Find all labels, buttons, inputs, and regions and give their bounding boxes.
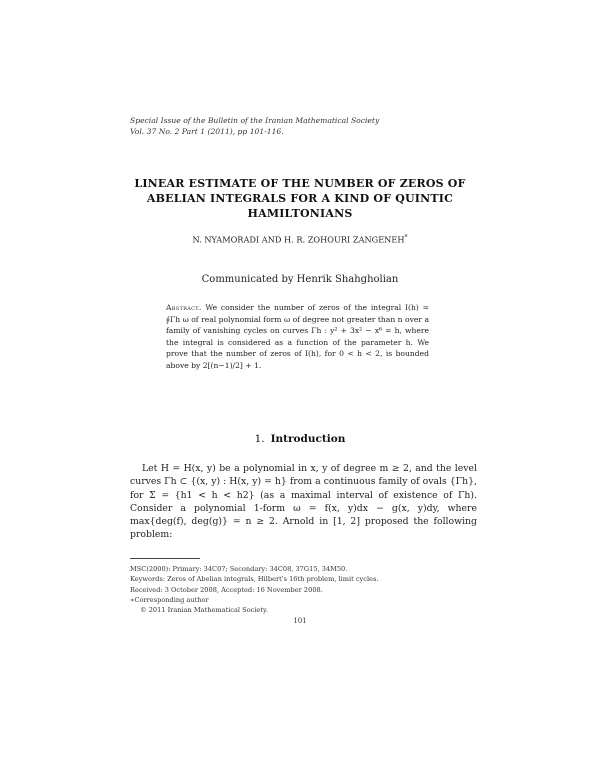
corresponding-mark: * [404,234,408,241]
journal-volume: Vol. 37 No. 2 Part 1 (2011), pp 101-116. [130,127,284,136]
section-name: Introduction [270,433,346,445]
journal-header [130,115,490,137]
communicated-by: Communicated by Henrik Shahgholian [201,274,399,285]
footnote-copyright: © 2011 Iranian Mathematical Society. [140,606,268,615]
section-number: 1. [254,433,265,445]
footnote-msc: MSC(2000): Primary: 34C07; Secondary: 34C08, 37G15, 34M50. [130,565,348,573]
page-number: 101 [293,617,307,625]
abstract [166,302,429,371]
footnotes [130,564,477,615]
authors [120,234,480,245]
author-names: N. NYAMORADI AND H. R. ZOHOURI ZANGENEH [192,234,405,245]
abstract-text: We consider the number of zeros of the integral I(h) = ∮Γh ω of real polynomial form ω of degree not greater than n over a family of vanishing cycles on curves Γh : y² + 3x² − x⁶ = h, where the integral is considered as a function of the parameter h. We prove that the number of zeros of I(h), for 0 < h < 2, is bounded above by 2[(n−1)/2] + 1. [166,303,429,370]
abstract-label: Abstract. [166,303,202,312]
footnote-corresponding: ∗Corresponding author [130,595,209,604]
paper-title: LINEAR ESTIMATE OF THE NUMBER OF ZEROS OF ABELIAN INTEGRALS FOR A KIND OF QUINTIC HAMILTONIANS [134,177,466,220]
intro-paragraph: Let H = H(x, y) be a polynomial in x, y of degree m ≥ 2, and the level curves Γh ⊂ {(x, y) : H(x, y) = h} from a continuous family of ovals {Γh}, for Σ = {h1 < h < h2} (as a maximal interval of existence of Γh). Consider a polynomial 1-form ω = f(x, y)dx − g(x, y)dy, where max{deg(f), deg(g)} = n ≥ 2. Arnold in [1, 2] proposed the following problem: [130,463,477,541]
footnote-received: Received: 3 October 2008, Accepted: 16 November 2008. [130,585,323,594]
section-heading [120,433,480,445]
journal-name: Special Issue of the Bulletin of the Iranian Mathematical Society [130,116,380,125]
footnote-rule [130,558,200,559]
footnote-keywords: Keywords: Zeros of Abelian integrals, Hilbert's 16th problem, limit cycles. [130,575,379,584]
